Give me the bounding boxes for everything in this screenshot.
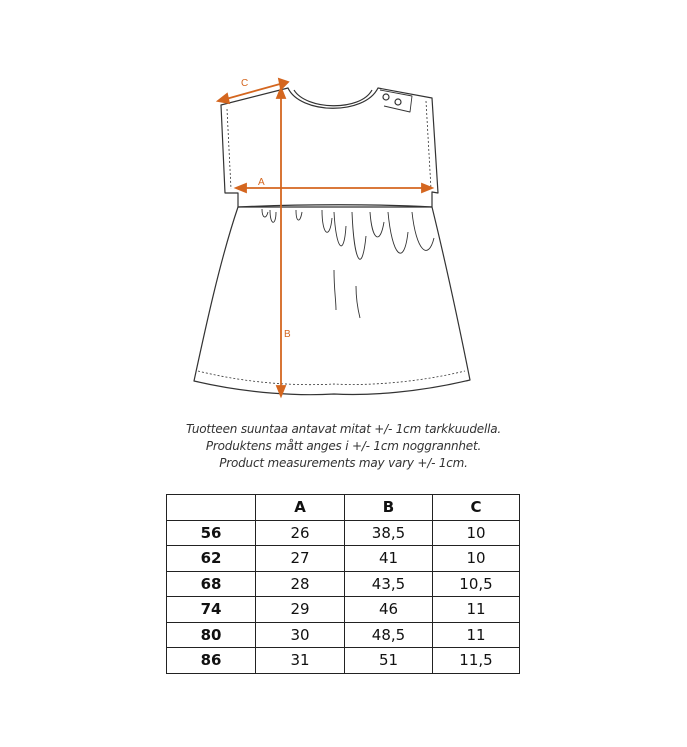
value-b: 51 xyxy=(345,648,433,674)
sleeve-stitch-right xyxy=(426,101,431,189)
value-b: 43,5 xyxy=(345,571,433,597)
value-b: 48,5 xyxy=(345,622,433,648)
value-a: 27 xyxy=(256,546,345,572)
value-c: 10 xyxy=(433,520,520,546)
value-c: 10,5 xyxy=(433,571,520,597)
dimension-label-b: B xyxy=(284,329,291,340)
header-c: C xyxy=(433,495,520,521)
value-b: 46 xyxy=(345,597,433,623)
size-cell: 68 xyxy=(167,571,256,597)
value-b: 38,5 xyxy=(345,520,433,546)
table-row xyxy=(167,520,520,546)
value-c: 11 xyxy=(433,622,520,648)
hem-stitch xyxy=(198,371,465,385)
size-chart-table xyxy=(166,494,520,674)
dimension-label-a: A xyxy=(258,177,265,188)
value-a: 26 xyxy=(256,520,345,546)
table-row xyxy=(167,597,520,623)
dimension-arrows xyxy=(218,79,432,396)
skirt-outline xyxy=(194,207,470,395)
note-swedish: Produktens mått anges i +/- 1cm noggrannhet. xyxy=(205,439,482,453)
button-icon xyxy=(383,94,389,100)
header-a: A xyxy=(256,495,345,521)
table-row xyxy=(167,622,520,648)
table-header-row xyxy=(167,495,520,521)
measurement-notes xyxy=(0,421,687,472)
table-row xyxy=(167,648,520,674)
skirt-gathers xyxy=(262,209,434,318)
size-cell: 80 xyxy=(167,622,256,648)
value-b: 41 xyxy=(345,546,433,572)
value-a: 31 xyxy=(256,648,345,674)
value-a: 29 xyxy=(256,597,345,623)
value-a: 28 xyxy=(256,571,345,597)
size-cell: 56 xyxy=(167,520,256,546)
button-icon xyxy=(395,99,401,105)
value-a: 30 xyxy=(256,622,345,648)
size-cell: 74 xyxy=(167,597,256,623)
arrow-head-icon xyxy=(236,184,246,192)
value-c: 10 xyxy=(433,546,520,572)
arrow-head-icon xyxy=(279,79,288,89)
value-c: 11 xyxy=(433,597,520,623)
size-cell: 86 xyxy=(167,648,256,674)
sleeve-stitch-left xyxy=(227,109,231,189)
dress-outline xyxy=(194,88,470,395)
header-size xyxy=(167,495,256,521)
size-cell: 62 xyxy=(167,546,256,572)
arrow-head-icon xyxy=(218,94,229,103)
table-row xyxy=(167,571,520,597)
note-english: Product measurements may vary +/- 1cm. xyxy=(219,456,468,470)
header-b: B xyxy=(345,495,433,521)
note-finnish: Tuotteen suuntaa antavat mitat +/- 1cm tarkkuudella. xyxy=(185,422,502,436)
dimension-label-c: C xyxy=(241,78,249,89)
value-c: 11,5 xyxy=(433,648,520,674)
table-row xyxy=(167,546,520,572)
